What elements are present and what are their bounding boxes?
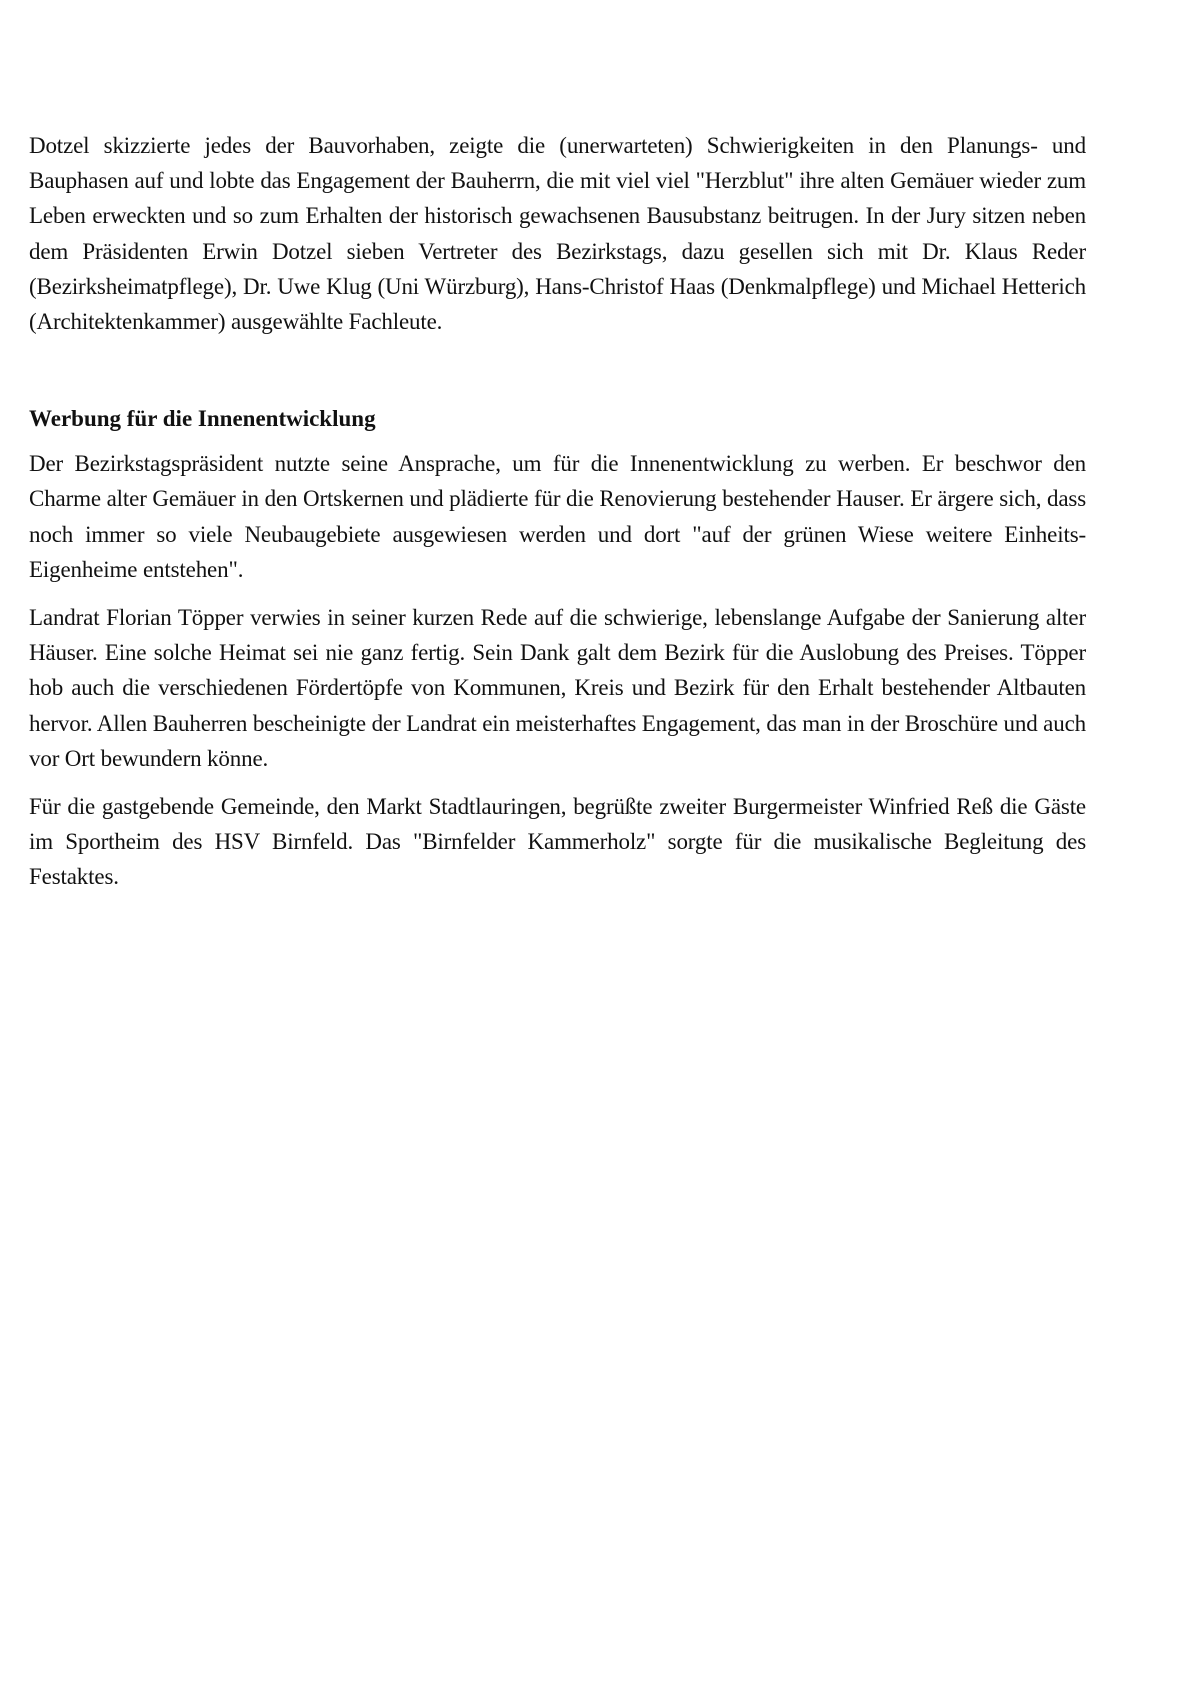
paragraph-innenentwicklung: Der Bezirkstagspräsident nutzte seine Ansprache, um für die Innenentwicklung zu werben. Er beschwor den Charme alter Gemäuer in den Ortskernen und plädierte für die Renovierung bestehender Hauser. Er ärgere sich, dass noch immer so viele Neubaugebiete ausgewiesen werden und dort "auf der grünen Wiese weitere Einheits-Eigenheime entstehen". — [29, 451, 1086, 582]
section-heading: Werbung für die Innenentwicklung — [29, 406, 376, 432]
paragraph-landrat: Landrat Florian Töpper verwies in seiner kurzen Rede auf die schwierige, lebenslange Aufgabe der Sanierung alter Häuser. Eine solche Heimat sei nie ganz fertig. Sein Dank galt dem Bezirk für die Auslobung des Preises. Töpper hob auch die verschiedenen Fördertöpfe von Kommunen, Kreis und Bezirk für den Erhalt bestehender Altbauten hervor. Allen Bauherren bescheinigte der Landrat ein meisterhaftes Engagement, das man in der Broschüre und auch vor Ort bewundern könne. — [29, 605, 1086, 771]
intro-paragraph: Dotzel skizzierte jedes der Bauvorhaben, zeigte die (unerwarteten) Schwierigkeiten in den Planungs- und Bauphasen auf und lobte das Engagement der Bauherrn, die mit viel viel "Herzblut" ihre alten Gemäuer wieder zum Leben erweckten und so zum Erhalten der historisch gewachsenen Bausubstanz beitrugen. In der Jury sitzen neben dem Präsidenten Erwin Dotzel sieben Vertreter des Bezirkstags, dazu gesellen sich mit Dr. Klaus Reder (Bezirksheimatpflege), Dr. Uwe Klug (Uni Würzburg), Hans-Christof Haas (Denkmalpflege) und Michael Hetterich (Architektenkammer) ausgewählte Fachleute. — [29, 133, 1086, 335]
document-page — [29, 128, 1086, 908]
paragraph-gemeinde: Für die gastgebende Gemeinde, den Markt Stadtlauringen, begrüßte zweiter Burgermeister Winfried Reß die Gäste im Sportheim des HSV Birnfeld. Das "Birnfelder Kammerholz" sorgte für die musikalische Begleitung des Festaktes. — [29, 794, 1086, 890]
